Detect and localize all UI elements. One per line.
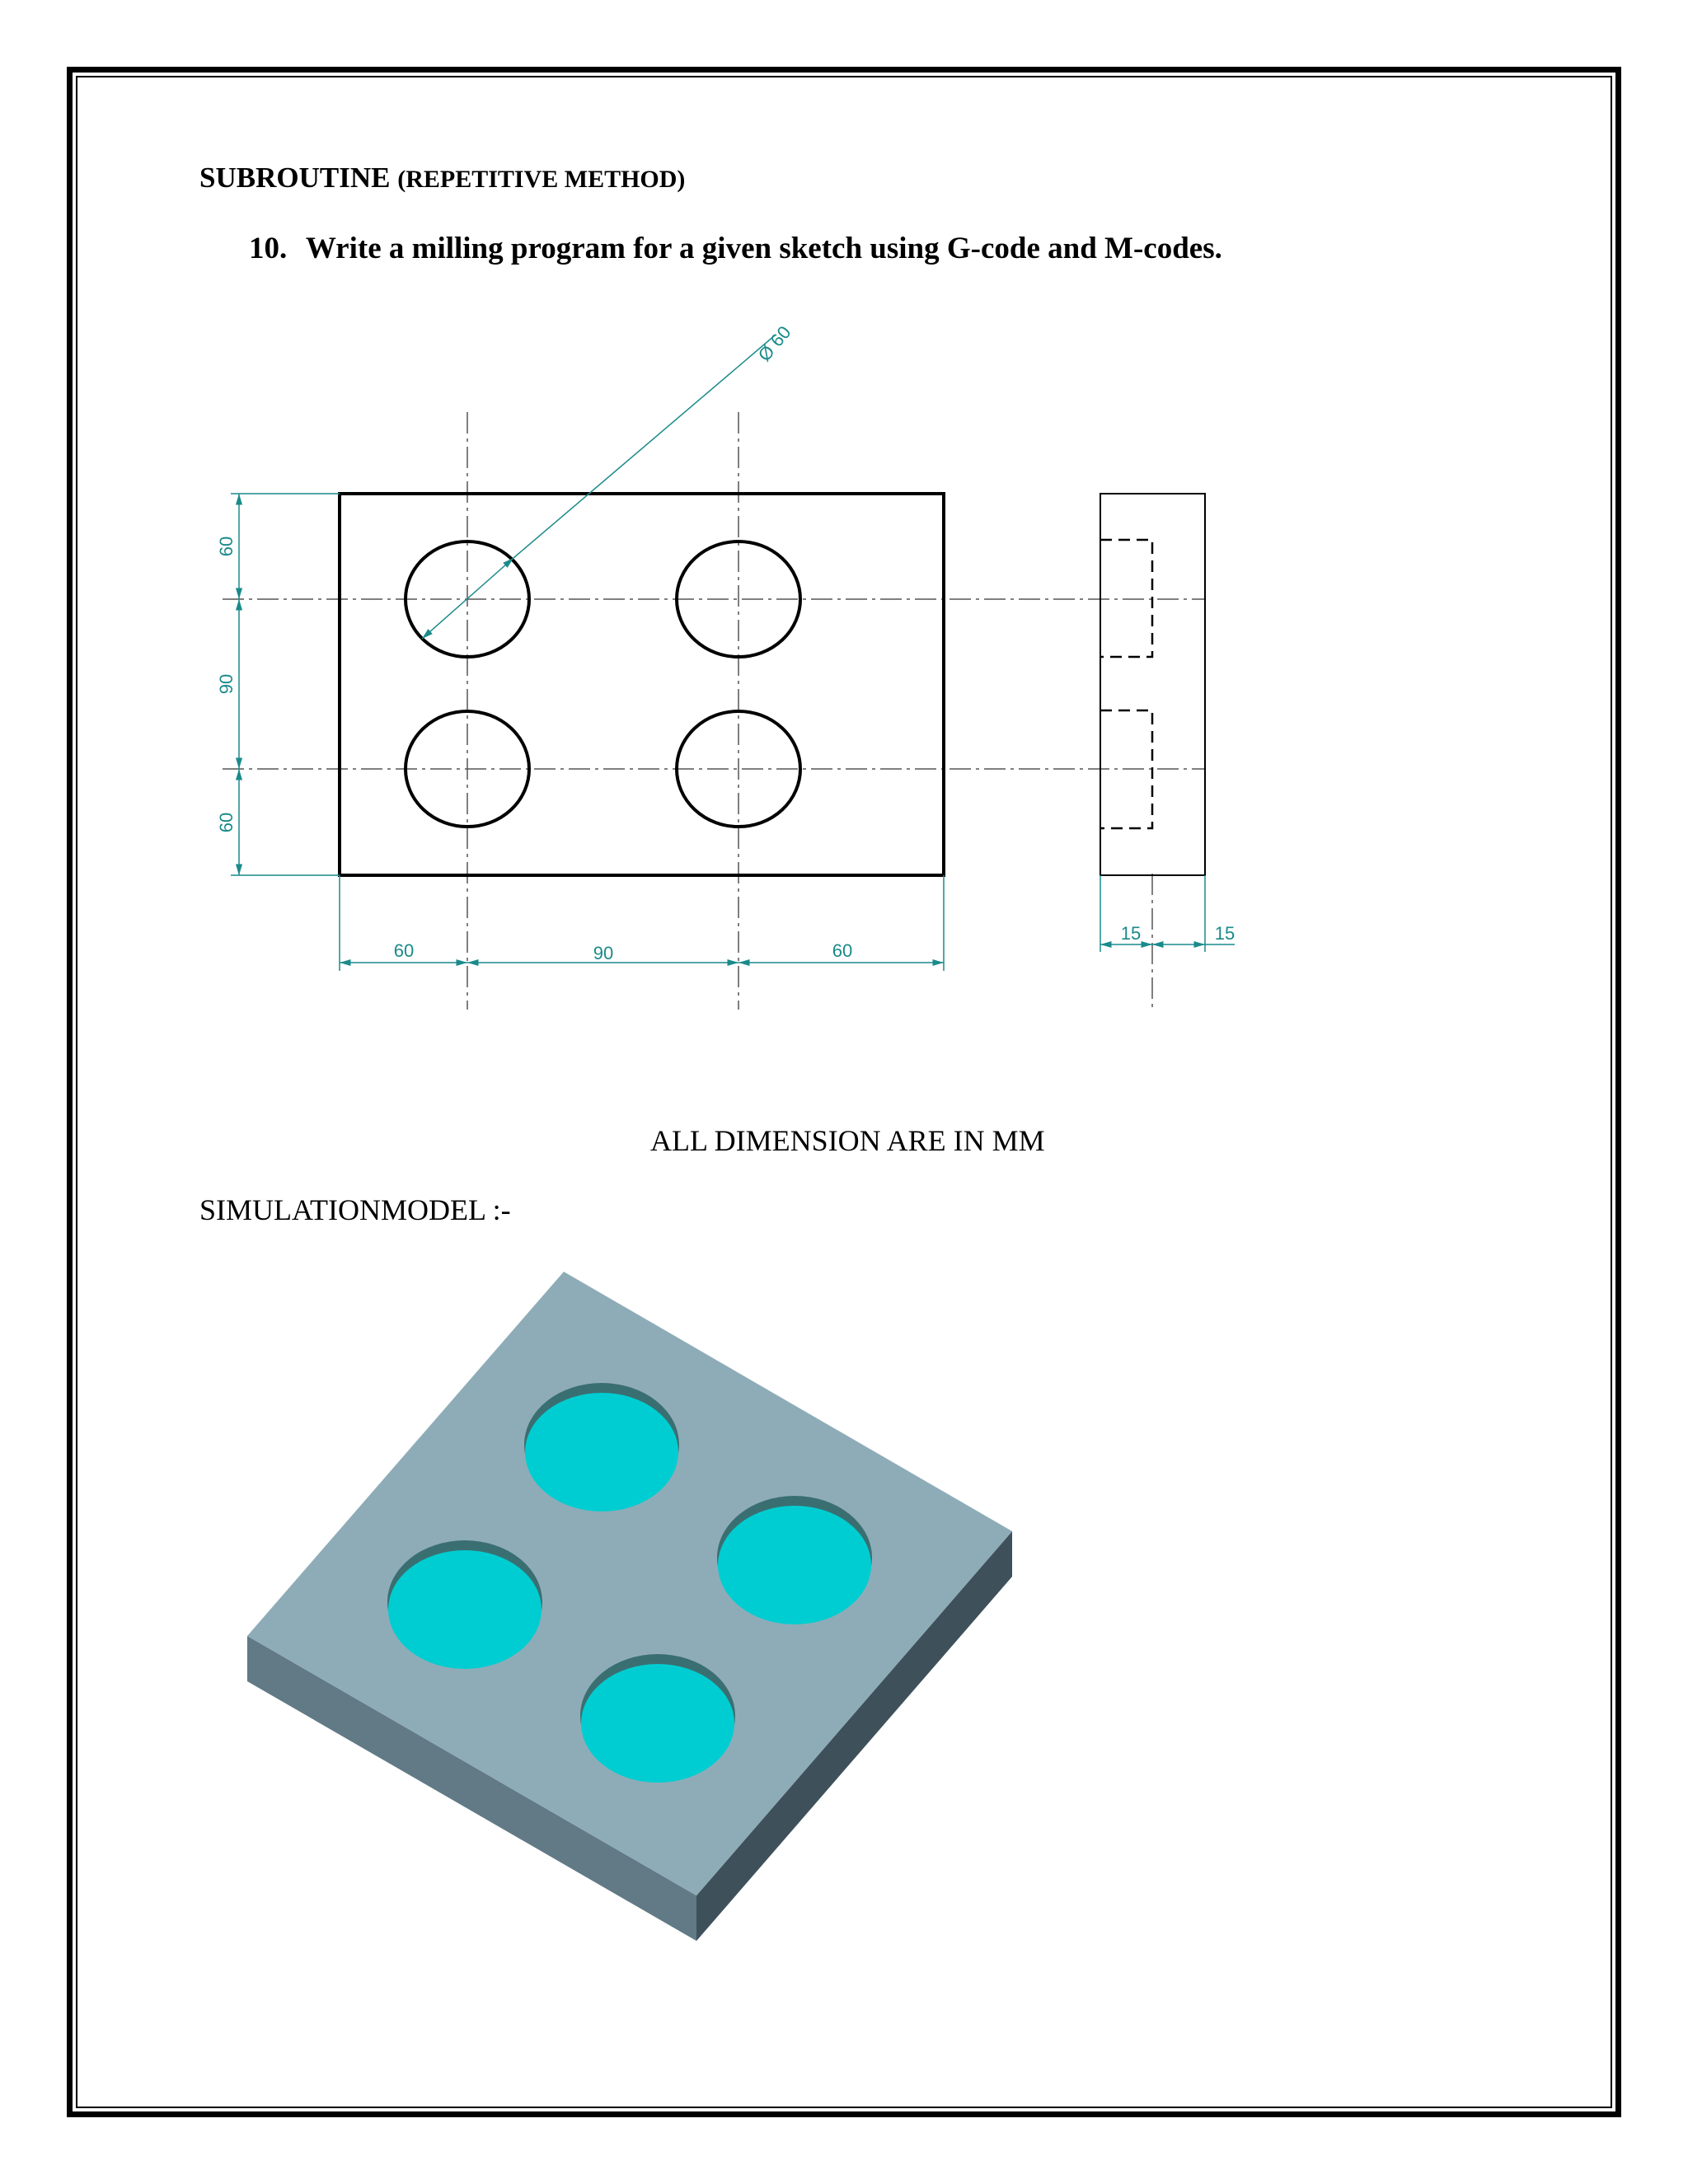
diameter-label: Ø 60 xyxy=(753,321,795,366)
center-lines xyxy=(223,412,1205,1010)
simulation-model xyxy=(247,1272,1012,1941)
dim-label-h-left: 60 xyxy=(393,940,415,961)
diameter-leader xyxy=(513,335,775,558)
question-text: Write a milling program for a given sketch using G-code and M-codes. xyxy=(305,232,1222,265)
heading-subtitle: (REPETITIVE METHOD) xyxy=(397,166,686,193)
pockets xyxy=(406,541,800,827)
dim-label-h-middle: 90 xyxy=(593,943,614,963)
pocket-3d xyxy=(387,1540,542,1669)
plate-top-face xyxy=(247,1272,1012,1896)
pocket-3d xyxy=(524,1383,679,1511)
hidden-pocket-line xyxy=(1100,540,1152,657)
dim-label-v-top: 60 xyxy=(216,536,237,557)
side-view-hidden-lines xyxy=(1100,540,1152,828)
dim-label-side-1: 15 xyxy=(1120,923,1142,944)
pocket-3d xyxy=(580,1654,735,1783)
simulation-model-label: SIMULATIONMODEL :- xyxy=(199,1193,511,1226)
units-note: ALL DIMENSION ARE IN MM xyxy=(650,1124,1045,1157)
dim-label-h-right: 60 xyxy=(832,940,853,961)
dim-label-v-bottom: 60 xyxy=(216,812,237,833)
plate-outline xyxy=(340,494,944,875)
dim-label-v-middle: 90 xyxy=(216,673,237,695)
heading-main: SUBROUTINE xyxy=(199,162,391,194)
dim-label-side-2: 15 xyxy=(1214,923,1236,944)
pocket-3d xyxy=(717,1496,872,1624)
question-number: 10. xyxy=(249,232,288,265)
